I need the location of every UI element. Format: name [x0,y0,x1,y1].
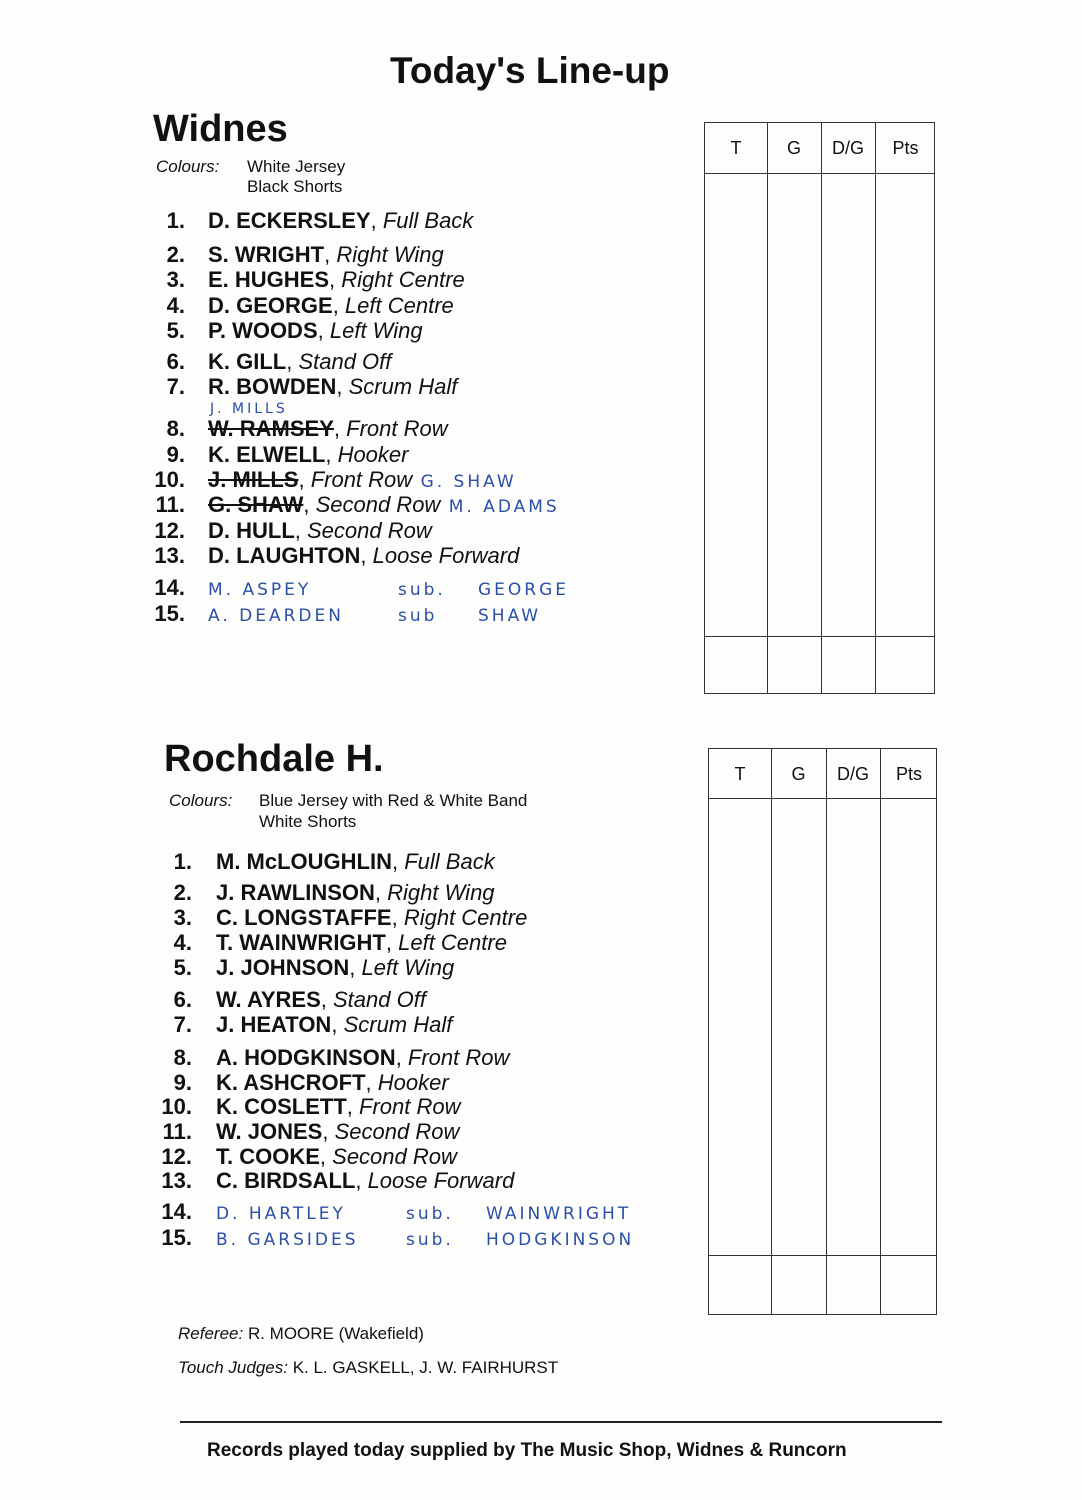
player-number: 14. [154,575,185,600]
handwritten-text: A. DEARDEN [208,606,344,626]
player-name: D. GEORGE [208,293,333,318]
colours-line: White Shorts [259,812,357,831]
handwritten-text: sub. [406,1204,454,1224]
player-number: 1. [166,208,185,233]
player-name: D. ECKERSLEY [208,208,371,233]
player-entry: K. ASHCROFT, Hooker [216,1070,449,1095]
player-name: J. RAWLINSON [216,880,375,905]
player-entry: E. HUGHES, Right Centre [208,267,465,292]
player-entry: K. COSLETT, Front Row [216,1094,461,1119]
player-entry: R. BOWDEN, Scrum Half [208,374,458,399]
player-position: Scrum Half [343,1012,453,1037]
player-name: T. COOKE [216,1144,320,1169]
player-position: Loose Forward [372,543,520,568]
player-number: 6. [173,987,192,1012]
handwritten-text: GEORGE [478,580,570,600]
player-position: Front Row [310,467,413,492]
player-position: Stand Off [298,349,392,374]
column-divider [767,123,768,693]
player-position: Hooker [337,442,409,467]
player-position: Front Row [407,1045,510,1070]
handwritten-text: sub. [398,580,446,600]
player-entry: W. AYRES, Stand Off [216,987,426,1012]
player-entry: T. WAINWRIGHT, Left Centre [216,930,507,955]
handwritten-text: HODGKINSON [486,1230,635,1250]
handwritten-replacement: M. ADAMS [440,497,560,517]
player-position: Left Centre [344,293,454,318]
column-divider [771,749,772,1314]
player-entry: T. COOKE, Second Row [216,1144,457,1169]
player-entry: M. McLOUGHLIN, Full Back [216,849,495,874]
score-column-header: G [791,763,806,784]
column-divider [880,749,881,1314]
player-position: Second Row [334,1119,460,1144]
score-column-header: G [786,138,801,158]
player-number: 3. [173,905,192,930]
handwritten-text: B. GARSIDES [216,1230,359,1250]
score-column-header: T [730,138,742,158]
player-number: 5. [166,318,185,343]
player-position: Hooker [377,1070,449,1095]
player-position: Front Row [359,1094,461,1119]
column-divider [826,749,827,1314]
score-total-row [705,636,934,693]
player-number: 9. [166,442,185,467]
rochdale-score-table [708,748,937,1315]
player-number: 5. [173,955,192,980]
player-position: Right Centre [341,267,465,292]
player-number: 2. [166,242,185,267]
handwritten-text: M. ASPEY [208,580,312,600]
player-name: W. AYRES [216,987,321,1012]
handwritten-text: SHAW [478,606,542,626]
player-entry: D. LAUGHTON, Loose Forward [208,543,520,568]
player-position: Full Back [404,849,495,874]
player-number: 10. [154,467,185,492]
handwritten-text: sub. [406,1230,454,1250]
player-position: Right Wing [336,242,444,267]
player-name: J. JOHNSON [216,955,350,980]
player-number: 4. [166,293,185,318]
player-number: 15. [161,1225,192,1250]
player-name: W. RAMSEY [208,416,334,441]
page-title: Today's Line-up [390,50,670,91]
player-position: Left Wing [329,318,423,343]
player-entry: W. RAMSEY, Front Row J. MILLS [208,401,448,441]
player-position: Stand Off [332,987,426,1012]
player-number: 14. [161,1199,192,1224]
player-name: C. BIRDSALL [216,1168,356,1193]
touch-judges [178,1358,558,1378]
score-total-row [709,1255,936,1314]
player-number: 12. [154,518,185,543]
colours-line: Blue Jersey with Red & White Band [259,791,528,810]
player-number: 12. [161,1144,192,1169]
team-name-rochdale: Rochdale H. [164,738,384,780]
widnes-score-table [704,122,935,694]
player-position: Left Centre [398,930,507,955]
player-name: J. HEATON [216,1012,332,1037]
player-position: Second Row [332,1144,457,1169]
player-position: Second Row [307,518,432,543]
handwritten-replacement: G. SHAW [412,472,517,492]
player-name: S. WRIGHT [208,242,325,267]
touch-judges-names: K. L. GASKELL, J. W. FAIRHURST [292,1358,559,1377]
player-number: 10. [161,1094,192,1119]
player-number: 7. [166,374,185,399]
footer-note: Records played today supplied by The Music Shop, Widnes & Runcorn [207,1440,847,1461]
player-position: Left Wing [361,955,455,980]
handwritten-replacement: J. MILLS [210,401,288,417]
player-number: 4. [173,930,192,955]
player-name: A. HODGKINSON [216,1045,396,1070]
score-column-header: T [734,763,746,784]
player-number: 8. [166,416,185,441]
column-divider [875,123,876,693]
score-column-header: D/G [831,138,864,158]
player-entry: K. ELWELL, Hooker [208,442,409,467]
player-name: K. GILL [208,349,287,374]
player-number: 8. [173,1045,192,1070]
player-name: C. LONGSTAFFE [216,905,392,930]
referee [178,1324,424,1344]
player-entry: D. ECKERSLEY, Full Back [208,208,474,233]
player-name: E. HUGHES [208,267,330,292]
player-name: K. ELWELL [208,442,326,467]
referee-name: R. MOORE (Wakefield) [247,1324,424,1343]
player-name: R. BOWDEN [208,374,337,399]
player-name: W. JONES [216,1119,323,1144]
player-name: K. COSLETT [216,1094,347,1119]
player-entry: W. JONES, Second Row [216,1119,460,1144]
player-name: G. SHAW [208,492,304,517]
colours-line: Black Shorts [247,177,343,196]
player-name: T. WAINWRIGHT [216,930,386,955]
colours-label: Colours: [169,791,233,810]
player-position: Scrum Half [348,374,458,399]
team-name-widnes: Widnes [153,108,288,150]
player-number: 3. [166,267,185,292]
player-entry: D. HULL, Second Row [208,518,432,543]
player-position: Full Back [382,208,474,233]
player-number: 13. [161,1168,192,1193]
score-column-header: Pts [895,763,922,784]
player-number: 11. [162,1119,192,1144]
player-position: Right Wing [387,880,495,905]
player-entry: K. GILL, Stand Off [208,349,392,374]
player-entry: C. BIRDSALL, Loose Forward [216,1168,515,1193]
player-number: 15. [154,601,185,626]
colours-label: Colours: [156,157,220,176]
player-position: Loose Forward [367,1168,515,1193]
player-number: 11. [155,492,185,517]
touch-judges-label: Touch Judges: [178,1358,288,1377]
handwritten-text: D. HARTLEY [216,1204,346,1224]
player-entry: S. WRIGHT, Right Wing [208,242,444,267]
player-number: 9. [173,1070,192,1095]
score-column-header: D/G [836,763,869,784]
player-entry: J. RAWLINSON, Right Wing [216,880,495,905]
player-name: J. MILLS [208,467,299,492]
divider [180,1421,942,1423]
player-name: K. ASHCROFT [216,1070,366,1095]
player-position: Right Centre [403,905,528,930]
player-number: 2. [173,880,192,905]
player-number: 7. [173,1012,192,1037]
player-entry: J. HEATON, Scrum Half [216,1012,453,1037]
player-number: 1. [173,849,192,874]
player-name: D. HULL [208,518,295,543]
player-position: Front Row [346,416,448,441]
handwritten-text: WAINWRIGHT [486,1204,632,1224]
player-name: M. McLOUGHLIN [216,849,392,874]
player-entry: G. SHAW, Second Row M. ADAMS [208,492,560,517]
player-entry: P. WOODS, Left Wing [208,318,423,343]
colours-line: White Jersey [247,157,346,176]
player-entry: D. GEORGE, Left Centre [208,293,454,318]
player-position: Second Row [315,492,441,517]
column-divider [821,123,822,693]
colours-widnes [156,157,346,196]
player-name: D. LAUGHTON [208,543,361,568]
player-number: 6. [166,349,185,374]
player-number: 13. [154,543,185,568]
colours-rochdale [169,791,528,831]
referee-label: Referee: [178,1324,244,1343]
player-entry: J. MILLS, Front Row G. SHAW [208,467,517,492]
player-entry: J. JOHNSON, Left Wing [216,955,455,980]
player-entry: C. LONGSTAFFE, Right Centre [216,905,528,930]
player-entry: A. HODGKINSON, Front Row [216,1045,510,1070]
score-column-header: Pts [892,138,919,158]
player-name: P. WOODS [208,318,318,343]
handwritten-text: sub [398,606,438,626]
